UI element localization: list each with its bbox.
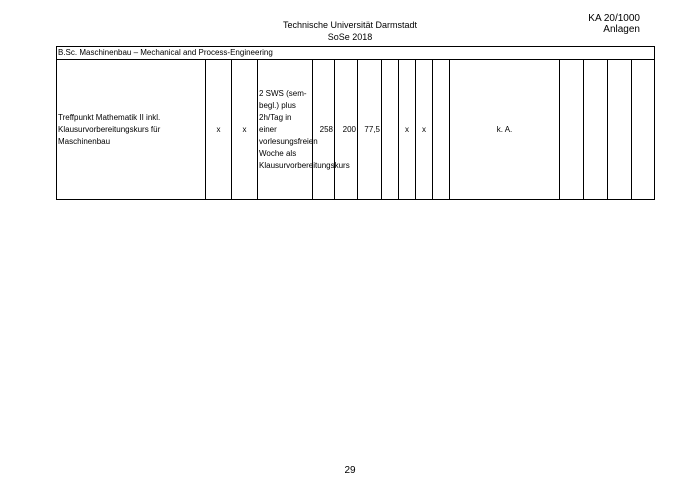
document-subtitle: Anlagen <box>603 24 640 35</box>
value-cell-2: 200 <box>335 60 358 200</box>
document-id: KA 20/1000 <box>588 13 640 24</box>
empty-cell <box>584 60 608 200</box>
course-name: Treffpunkt Mathematik II inkl. Klausurvorbereitungskurs für Maschinenbau <box>57 60 206 200</box>
mark-cell-2: x <box>232 60 258 200</box>
mark-cell-3: x <box>399 60 416 200</box>
table-row <box>57 60 655 200</box>
semester-label: SoSe 2018 <box>327 32 373 42</box>
value-cell-1: 258 <box>313 60 335 200</box>
course-format-description: 2 SWS (sem-begl.) plus 2h/Tag in einer vorlesungsfreien Woche als Klausurvorbereitungskurs <box>258 60 313 200</box>
value-cell-3: 77,5 <box>358 60 382 200</box>
section-title: B.Sc. Maschinenbau – Mechanical and Process-Engineering <box>57 47 655 60</box>
university-name: Technische Universität Darmstadt <box>282 20 418 30</box>
note-cell: k. A. <box>450 60 560 200</box>
empty-cell <box>608 60 632 200</box>
course-table <box>56 46 655 200</box>
page-number: 29 <box>344 465 356 476</box>
empty-cell <box>560 60 584 200</box>
document-reference <box>588 13 640 35</box>
mark-cell-4: x <box>416 60 433 200</box>
empty-cell <box>382 60 399 200</box>
section-header-row <box>57 47 655 60</box>
mark-cell-1: x <box>206 60 232 200</box>
empty-cell <box>632 60 655 200</box>
empty-cell <box>433 60 450 200</box>
